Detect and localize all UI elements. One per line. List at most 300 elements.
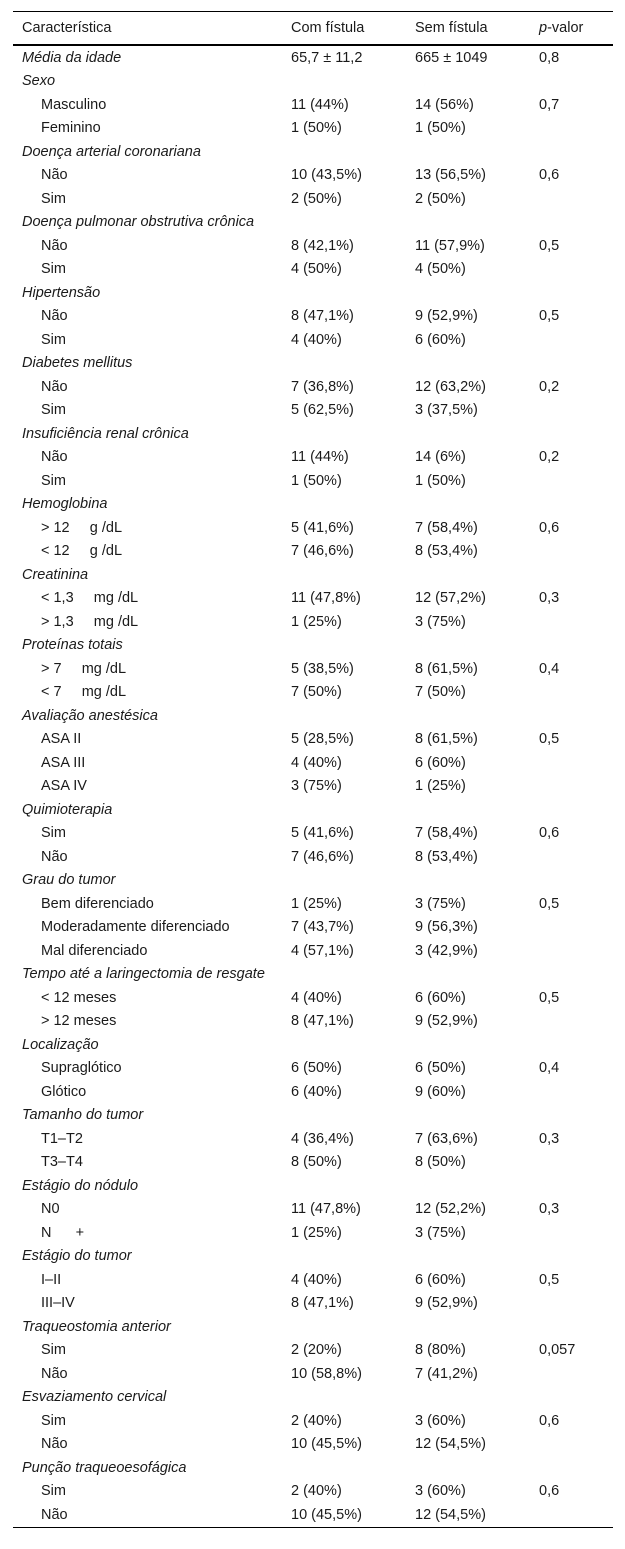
cell-sem-fistula xyxy=(406,493,530,517)
category-row xyxy=(13,422,613,446)
cell-sem-fistula: 3 (42,9%) xyxy=(415,942,478,959)
cell-p-valor: 0,2 xyxy=(539,449,560,466)
cell-characteristic: < 12 g /dL xyxy=(41,543,123,560)
table-row xyxy=(13,399,613,423)
cell-com-fistula xyxy=(282,1174,406,1198)
table-row xyxy=(13,1057,613,1081)
cell-p-valor xyxy=(530,1503,613,1527)
cell-com-fistula: 8 (50%) xyxy=(291,1154,342,1171)
table-row xyxy=(13,681,613,705)
cell-p-valor xyxy=(530,1221,613,1245)
cell-p-valor: 0,3 xyxy=(539,1201,560,1218)
cell-com-fistula: 4 (40%) xyxy=(291,754,342,771)
table-row xyxy=(13,1127,613,1151)
cell-characteristic: T3–T4 xyxy=(41,1154,83,1171)
header-caracteristica: Característica xyxy=(13,12,282,46)
cell-sem-fistula: 7 (41,2%) xyxy=(415,1365,478,1382)
cell-p-valor: 0,7 xyxy=(539,96,560,113)
cell-characteristic: Masculino xyxy=(41,96,107,113)
cell-sem-fistula: 14 (56%) xyxy=(415,96,474,113)
cell-sem-fistula: 1 (50%) xyxy=(415,472,466,489)
cell-com-fistula: 4 (40%) xyxy=(291,331,342,348)
cell-characteristic: Hemoglobina xyxy=(22,496,108,513)
cell-characteristic: > 12 meses xyxy=(41,1013,117,1030)
table-row xyxy=(13,1080,613,1104)
table-row xyxy=(13,93,613,117)
table-row xyxy=(13,587,613,611)
cell-characteristic: Sim xyxy=(41,190,66,207)
cell-com-fistula: 2 (40%) xyxy=(291,1412,342,1429)
cell-p-valor: 0,057 xyxy=(539,1342,576,1359)
table-row xyxy=(13,845,613,869)
category-row xyxy=(13,704,613,728)
cell-sem-fistula xyxy=(406,70,530,94)
table-container xyxy=(13,11,613,1528)
header-com-fistula: Com fístula xyxy=(282,12,406,46)
category-row xyxy=(13,1104,613,1128)
cell-characteristic: N + xyxy=(41,1224,85,1241)
cell-com-fistula xyxy=(282,1245,406,1269)
cell-com-fistula: 1 (25%) xyxy=(291,613,342,630)
cell-com-fistula: 7 (46,6%) xyxy=(291,848,354,865)
cell-characteristic: Hipertensão xyxy=(22,284,101,301)
table-row xyxy=(13,822,613,846)
cell-sem-fistula: 3 (60%) xyxy=(415,1483,466,1500)
cell-characteristic: ASA IV xyxy=(41,778,87,795)
table-row xyxy=(13,328,613,352)
cell-sem-fistula xyxy=(406,563,530,587)
category-row xyxy=(13,869,613,893)
cell-p-valor xyxy=(530,963,613,987)
category-row xyxy=(13,1033,613,1057)
cell-characteristic: Insuficiência renal crônica xyxy=(22,425,189,442)
cell-sem-fistula: 6 (60%) xyxy=(415,754,466,771)
cell-characteristic: Tempo até a laringectomia de resgate xyxy=(22,966,265,983)
cell-sem-fistula: 6 (60%) xyxy=(415,989,466,1006)
cell-com-fistula: 7 (50%) xyxy=(291,684,342,701)
cell-com-fistula: 2 (50%) xyxy=(291,190,342,207)
table-row xyxy=(13,939,613,963)
cell-sem-fistula: 665 ± 1049 xyxy=(415,49,488,66)
cell-sem-fistula: 8 (61,5%) xyxy=(415,660,478,677)
cell-p-valor xyxy=(530,1080,613,1104)
header-row xyxy=(13,12,613,46)
cell-characteristic: Avaliação anestésica xyxy=(22,707,158,724)
cell-characteristic: Proteínas totais xyxy=(22,637,123,654)
cell-p-valor: 0,6 xyxy=(539,825,560,842)
cell-com-fistula xyxy=(282,140,406,164)
cell-p-valor: 0,4 xyxy=(539,660,560,677)
cell-sem-fistula: 6 (60%) xyxy=(415,331,466,348)
cell-com-fistula: 1 (50%) xyxy=(291,120,342,137)
table-row xyxy=(13,187,613,211)
cell-com-fistula xyxy=(282,1386,406,1410)
table-row xyxy=(13,469,613,493)
category-row xyxy=(13,45,613,70)
cell-sem-fistula: 4 (50%) xyxy=(415,261,466,278)
cell-com-fistula: 8 (47,1%) xyxy=(291,1295,354,1312)
cell-p-valor xyxy=(530,1151,613,1175)
cell-p-valor xyxy=(530,1386,613,1410)
cell-sem-fistula: 9 (52,9%) xyxy=(415,1295,478,1312)
table-row xyxy=(13,986,613,1010)
table-row xyxy=(13,305,613,329)
table-row xyxy=(13,1503,613,1527)
cell-sem-fistula: 3 (75%) xyxy=(415,1224,466,1241)
cell-sem-fistula: 2 (50%) xyxy=(415,190,466,207)
cell-sem-fistula: 9 (52,9%) xyxy=(415,308,478,325)
cell-com-fistula: 11 (47,8%) xyxy=(291,1201,361,1218)
cell-sem-fistula xyxy=(406,704,530,728)
cell-sem-fistula: 1 (50%) xyxy=(415,120,466,137)
table-row xyxy=(13,728,613,752)
cell-characteristic: Estágio do tumor xyxy=(22,1248,132,1265)
cell-sem-fistula xyxy=(406,140,530,164)
cell-characteristic: Sim xyxy=(41,402,66,419)
table-row xyxy=(13,1268,613,1292)
table-row xyxy=(13,1151,613,1175)
cell-p-valor xyxy=(530,1010,613,1034)
cell-p-valor: 0,6 xyxy=(539,519,560,536)
table-header xyxy=(13,12,613,46)
table-row xyxy=(13,1480,613,1504)
cell-com-fistula xyxy=(282,1315,406,1339)
cell-characteristic: < 7 mg /dL xyxy=(41,684,127,701)
cell-sem-fistula xyxy=(406,1456,530,1480)
table-row xyxy=(13,516,613,540)
cell-com-fistula: 7 (36,8%) xyxy=(291,378,354,395)
cell-characteristic: Creatinina xyxy=(22,566,89,583)
cell-p-valor xyxy=(530,469,613,493)
cell-com-fistula: 1 (25%) xyxy=(291,895,342,912)
cell-com-fistula: 1 (25%) xyxy=(291,1224,342,1241)
cell-sem-fistula xyxy=(406,869,530,893)
table-row xyxy=(13,234,613,258)
category-row xyxy=(13,140,613,164)
cell-sem-fistula xyxy=(406,211,530,235)
cell-p-valor xyxy=(530,187,613,211)
cell-p-valor xyxy=(530,399,613,423)
cell-characteristic: Sim xyxy=(41,472,66,489)
cell-p-valor xyxy=(530,1104,613,1128)
cell-p-valor xyxy=(530,211,613,235)
table-row xyxy=(13,164,613,188)
table-row xyxy=(13,1433,613,1457)
cell-com-fistula xyxy=(282,798,406,822)
table-row xyxy=(13,117,613,141)
cell-characteristic: > 1,3 mg /dL xyxy=(41,613,139,630)
table-row xyxy=(13,1010,613,1034)
cell-characteristic: ASA II xyxy=(41,731,82,748)
category-row xyxy=(13,1174,613,1198)
cell-sem-fistula: 7 (50%) xyxy=(415,684,466,701)
table-row xyxy=(13,657,613,681)
table-row xyxy=(13,540,613,564)
cell-characteristic: < 1,3 mg /dL xyxy=(41,590,139,607)
cell-characteristic: Esvaziamento cervical xyxy=(22,1389,167,1406)
cell-characteristic: ASA III xyxy=(41,754,86,771)
cell-p-valor: 0,5 xyxy=(539,895,560,912)
table-row xyxy=(13,1339,613,1363)
cell-characteristic: Mal diferenciado xyxy=(41,942,148,959)
cell-p-valor: 0,4 xyxy=(539,1060,560,1077)
cell-characteristic: > 12 g /dL xyxy=(41,519,123,536)
cell-characteristic: Quimioterapia xyxy=(22,801,113,818)
cell-p-valor: 0,5 xyxy=(539,731,560,748)
cell-sem-fistula: 8 (53,4%) xyxy=(415,848,478,865)
cell-characteristic: Moderadamente diferenciado xyxy=(41,919,230,936)
category-row xyxy=(13,1245,613,1269)
cell-characteristic: Localização xyxy=(22,1036,99,1053)
cell-com-fistula xyxy=(282,963,406,987)
table-row xyxy=(13,892,613,916)
cell-p-valor xyxy=(530,281,613,305)
cell-sem-fistula: 1 (25%) xyxy=(415,778,466,795)
cell-characteristic: Sim xyxy=(41,261,66,278)
cell-sem-fistula xyxy=(406,1104,530,1128)
cell-p-valor: 0,5 xyxy=(539,989,560,1006)
cell-com-fistula: 3 (75%) xyxy=(291,778,342,795)
cell-characteristic: Sim xyxy=(41,825,66,842)
cell-com-fistula: 7 (46,6%) xyxy=(291,543,354,560)
table-row xyxy=(13,1221,613,1245)
cell-sem-fistula: 8 (80%) xyxy=(415,1342,466,1359)
table-row xyxy=(13,1409,613,1433)
cell-p-valor xyxy=(530,1174,613,1198)
cell-p-valor xyxy=(530,563,613,587)
cell-characteristic: Não xyxy=(41,167,68,184)
cell-p-valor: 0,6 xyxy=(539,1412,560,1429)
cell-p-valor: 0,5 xyxy=(539,1271,560,1288)
cell-characteristic: Grau do tumor xyxy=(22,872,116,889)
cell-com-fistula: 4 (57,1%) xyxy=(291,942,354,959)
cell-characteristic: I–II xyxy=(41,1271,62,1288)
cell-characteristic: Bem diferenciado xyxy=(41,895,154,912)
table-row xyxy=(13,1292,613,1316)
cell-p-valor xyxy=(530,1315,613,1339)
cell-p-valor xyxy=(530,352,613,376)
cell-sem-fistula: 7 (58,4%) xyxy=(415,519,478,536)
cell-com-fistula: 5 (41,6%) xyxy=(291,825,354,842)
cell-characteristic: Não xyxy=(41,1436,68,1453)
cell-characteristic: Não xyxy=(41,449,68,466)
category-row xyxy=(13,70,613,94)
cell-sem-fistula xyxy=(406,963,530,987)
cell-characteristic: Diabetes mellitus xyxy=(22,355,133,372)
cell-characteristic: N0 xyxy=(41,1201,60,1218)
cell-com-fistula: 8 (47,1%) xyxy=(291,308,354,325)
cell-p-valor xyxy=(530,1292,613,1316)
cell-characteristic: Glótico xyxy=(41,1083,87,1100)
cell-p-valor xyxy=(530,869,613,893)
cell-characteristic: Punção traqueoesofágica xyxy=(22,1459,187,1476)
table-row xyxy=(13,751,613,775)
cell-com-fistula: 6 (50%) xyxy=(291,1060,342,1077)
cell-p-valor: 0,3 xyxy=(539,590,560,607)
cell-characteristic: Sim xyxy=(41,1342,66,1359)
cell-sem-fistula: 6 (60%) xyxy=(415,1271,466,1288)
cell-characteristic: Não xyxy=(41,1365,68,1382)
cell-p-valor xyxy=(530,704,613,728)
cell-p-valor xyxy=(530,845,613,869)
cell-p-valor xyxy=(530,422,613,446)
cell-com-fistula: 4 (50%) xyxy=(291,261,342,278)
cell-com-fistula: 11 (44%) xyxy=(291,96,349,113)
table-body xyxy=(13,45,613,1527)
cell-characteristic: Não xyxy=(41,237,68,254)
cell-com-fistula: 5 (41,6%) xyxy=(291,519,354,536)
cell-p-valor xyxy=(530,775,613,799)
category-row xyxy=(13,281,613,305)
cell-sem-fistula: 3 (75%) xyxy=(415,613,466,630)
cell-com-fistula: 7 (43,7%) xyxy=(291,919,354,936)
cell-sem-fistula: 8 (50%) xyxy=(415,1154,466,1171)
cell-characteristic: Não xyxy=(41,848,68,865)
cell-sem-fistula xyxy=(406,1245,530,1269)
cell-sem-fistula: 12 (52,2%) xyxy=(415,1201,486,1218)
cell-characteristic: Média da idade xyxy=(22,49,122,66)
cell-com-fistula: 10 (45,5%) xyxy=(282,1503,406,1527)
cell-sem-fistula: 12 (63,2%) xyxy=(415,378,486,395)
cell-p-valor xyxy=(530,258,613,282)
table-row xyxy=(13,916,613,940)
cell-characteristic: Tamanho do tumor xyxy=(22,1107,144,1124)
table-row xyxy=(13,1362,613,1386)
cell-com-fistula: 4 (36,4%) xyxy=(291,1130,354,1147)
cell-characteristic: Sexo xyxy=(22,73,56,90)
cell-sem-fistula xyxy=(406,1033,530,1057)
cell-com-fistula xyxy=(282,1104,406,1128)
cell-sem-fistula xyxy=(406,798,530,822)
cell-com-fistula xyxy=(282,704,406,728)
cell-sem-fistula xyxy=(406,422,530,446)
cell-p-valor xyxy=(530,939,613,963)
cell-com-fistula: 5 (38,5%) xyxy=(291,660,354,677)
cell-com-fistula: 8 (42,1%) xyxy=(291,237,354,254)
cell-p-valor: 0,5 xyxy=(539,308,560,325)
cell-sem-fistula: 9 (60%) xyxy=(415,1083,466,1100)
category-row xyxy=(13,563,613,587)
cell-p-valor xyxy=(530,117,613,141)
cell-com-fistula xyxy=(282,869,406,893)
cell-p-valor xyxy=(530,1362,613,1386)
cell-p-valor xyxy=(530,1033,613,1057)
table-row xyxy=(13,446,613,470)
category-row xyxy=(13,1456,613,1480)
cell-com-fistula: 4 (40%) xyxy=(291,989,342,1006)
cell-com-fistula xyxy=(282,422,406,446)
cell-sem-fistula: 13 (56,5%) xyxy=(415,167,486,184)
header-sem-fistula: Sem fístula xyxy=(406,12,530,46)
cell-com-fistula: 2 (20%) xyxy=(291,1342,342,1359)
cell-sem-fistula: 3 (75%) xyxy=(415,895,466,912)
cell-p-valor xyxy=(530,916,613,940)
cell-sem-fistula: 12 (57,2%) xyxy=(415,590,486,607)
cell-p-valor: 0,2 xyxy=(539,378,560,395)
cell-sem-fistula: 9 (56,3%) xyxy=(415,919,478,936)
cell-com-fistula: 10 (43,5%) xyxy=(291,167,362,184)
cell-sem-fistula: 3 (60%) xyxy=(415,1412,466,1429)
cell-characteristic: Sim xyxy=(41,331,66,348)
cell-com-fistula: 4 (40%) xyxy=(291,1271,342,1288)
cell-p-valor xyxy=(530,328,613,352)
cell-sem-fistula xyxy=(406,352,530,376)
table-row xyxy=(13,375,613,399)
cell-com-fistula: 1 (50%) xyxy=(291,472,342,489)
cell-characteristic: Doença pulmonar obstrutiva crônica xyxy=(22,214,255,231)
cell-com-fistula xyxy=(282,211,406,235)
cell-com-fistula xyxy=(282,1456,406,1480)
cell-sem-fistula xyxy=(406,1386,530,1410)
cell-com-fistula: 8 (47,1%) xyxy=(291,1013,354,1030)
cell-com-fistula: 10 (45,5%) xyxy=(291,1436,362,1453)
header-p-italic: p xyxy=(539,20,548,36)
cell-p-valor: 0,6 xyxy=(539,167,560,184)
cell-com-fistula: 11 (44%) xyxy=(291,449,349,466)
cell-sem-fistula xyxy=(406,1315,530,1339)
cell-sem-fistula: 12 (54,5%) xyxy=(415,1436,486,1453)
cell-com-fistula: 5 (28,5%) xyxy=(291,731,354,748)
cell-sem-fistula: 14 (6%) xyxy=(415,449,466,466)
cell-p-valor xyxy=(530,70,613,94)
cell-p-valor xyxy=(530,1245,613,1269)
cell-p-valor: 0,8 xyxy=(539,49,560,66)
cell-p-valor xyxy=(530,634,613,658)
category-row xyxy=(13,1315,613,1339)
cell-com-fistula xyxy=(282,493,406,517)
cell-com-fistula xyxy=(282,563,406,587)
cell-com-fistula xyxy=(282,634,406,658)
cell-com-fistula: 65,7 ± 11,2 xyxy=(291,49,363,66)
cell-characteristic: Estágio do nódulo xyxy=(22,1177,139,1194)
table-row xyxy=(13,1198,613,1222)
header-p-suffix: -valor xyxy=(547,20,584,36)
cell-sem-fistula xyxy=(406,634,530,658)
cell-p-valor xyxy=(530,1456,613,1480)
cell-com-fistula xyxy=(282,1033,406,1057)
cell-p-valor: 0,5 xyxy=(539,237,560,254)
cell-p-valor xyxy=(530,798,613,822)
cell-com-fistula: 5 (62,5%) xyxy=(291,402,354,419)
cell-sem-fistula: 8 (53,4%) xyxy=(415,543,478,560)
cell-p-valor: 0,3 xyxy=(539,1130,560,1147)
cell-characteristic: T1–T2 xyxy=(41,1130,83,1147)
cell-sem-fistula: 3 (37,5%) xyxy=(415,402,478,419)
cell-sem-fistula xyxy=(406,281,530,305)
category-row xyxy=(13,634,613,658)
cell-p-valor xyxy=(530,1433,613,1457)
cell-p-valor xyxy=(530,540,613,564)
cell-sem-fistula: 9 (52,9%) xyxy=(415,1013,478,1030)
cell-characteristic: Não xyxy=(41,378,68,395)
cell-com-fistula: 2 (40%) xyxy=(291,1483,342,1500)
cell-characteristic: Doença arterial coronariana xyxy=(22,143,201,160)
table-row xyxy=(13,775,613,799)
cell-sem-fistula: 8 (61,5%) xyxy=(415,731,478,748)
table-row xyxy=(13,258,613,282)
cell-p-valor xyxy=(530,140,613,164)
cell-characteristic: III–IV xyxy=(41,1295,75,1312)
table-row xyxy=(13,610,613,634)
cell-characteristic: Traqueostomia anterior xyxy=(22,1318,171,1335)
characteristics-table xyxy=(13,11,613,1528)
cell-p-valor xyxy=(530,751,613,775)
category-row xyxy=(13,493,613,517)
category-row xyxy=(13,352,613,376)
cell-com-fistula: 6 (40%) xyxy=(291,1083,342,1100)
category-row xyxy=(13,211,613,235)
cell-characteristic: Não xyxy=(13,1503,282,1527)
